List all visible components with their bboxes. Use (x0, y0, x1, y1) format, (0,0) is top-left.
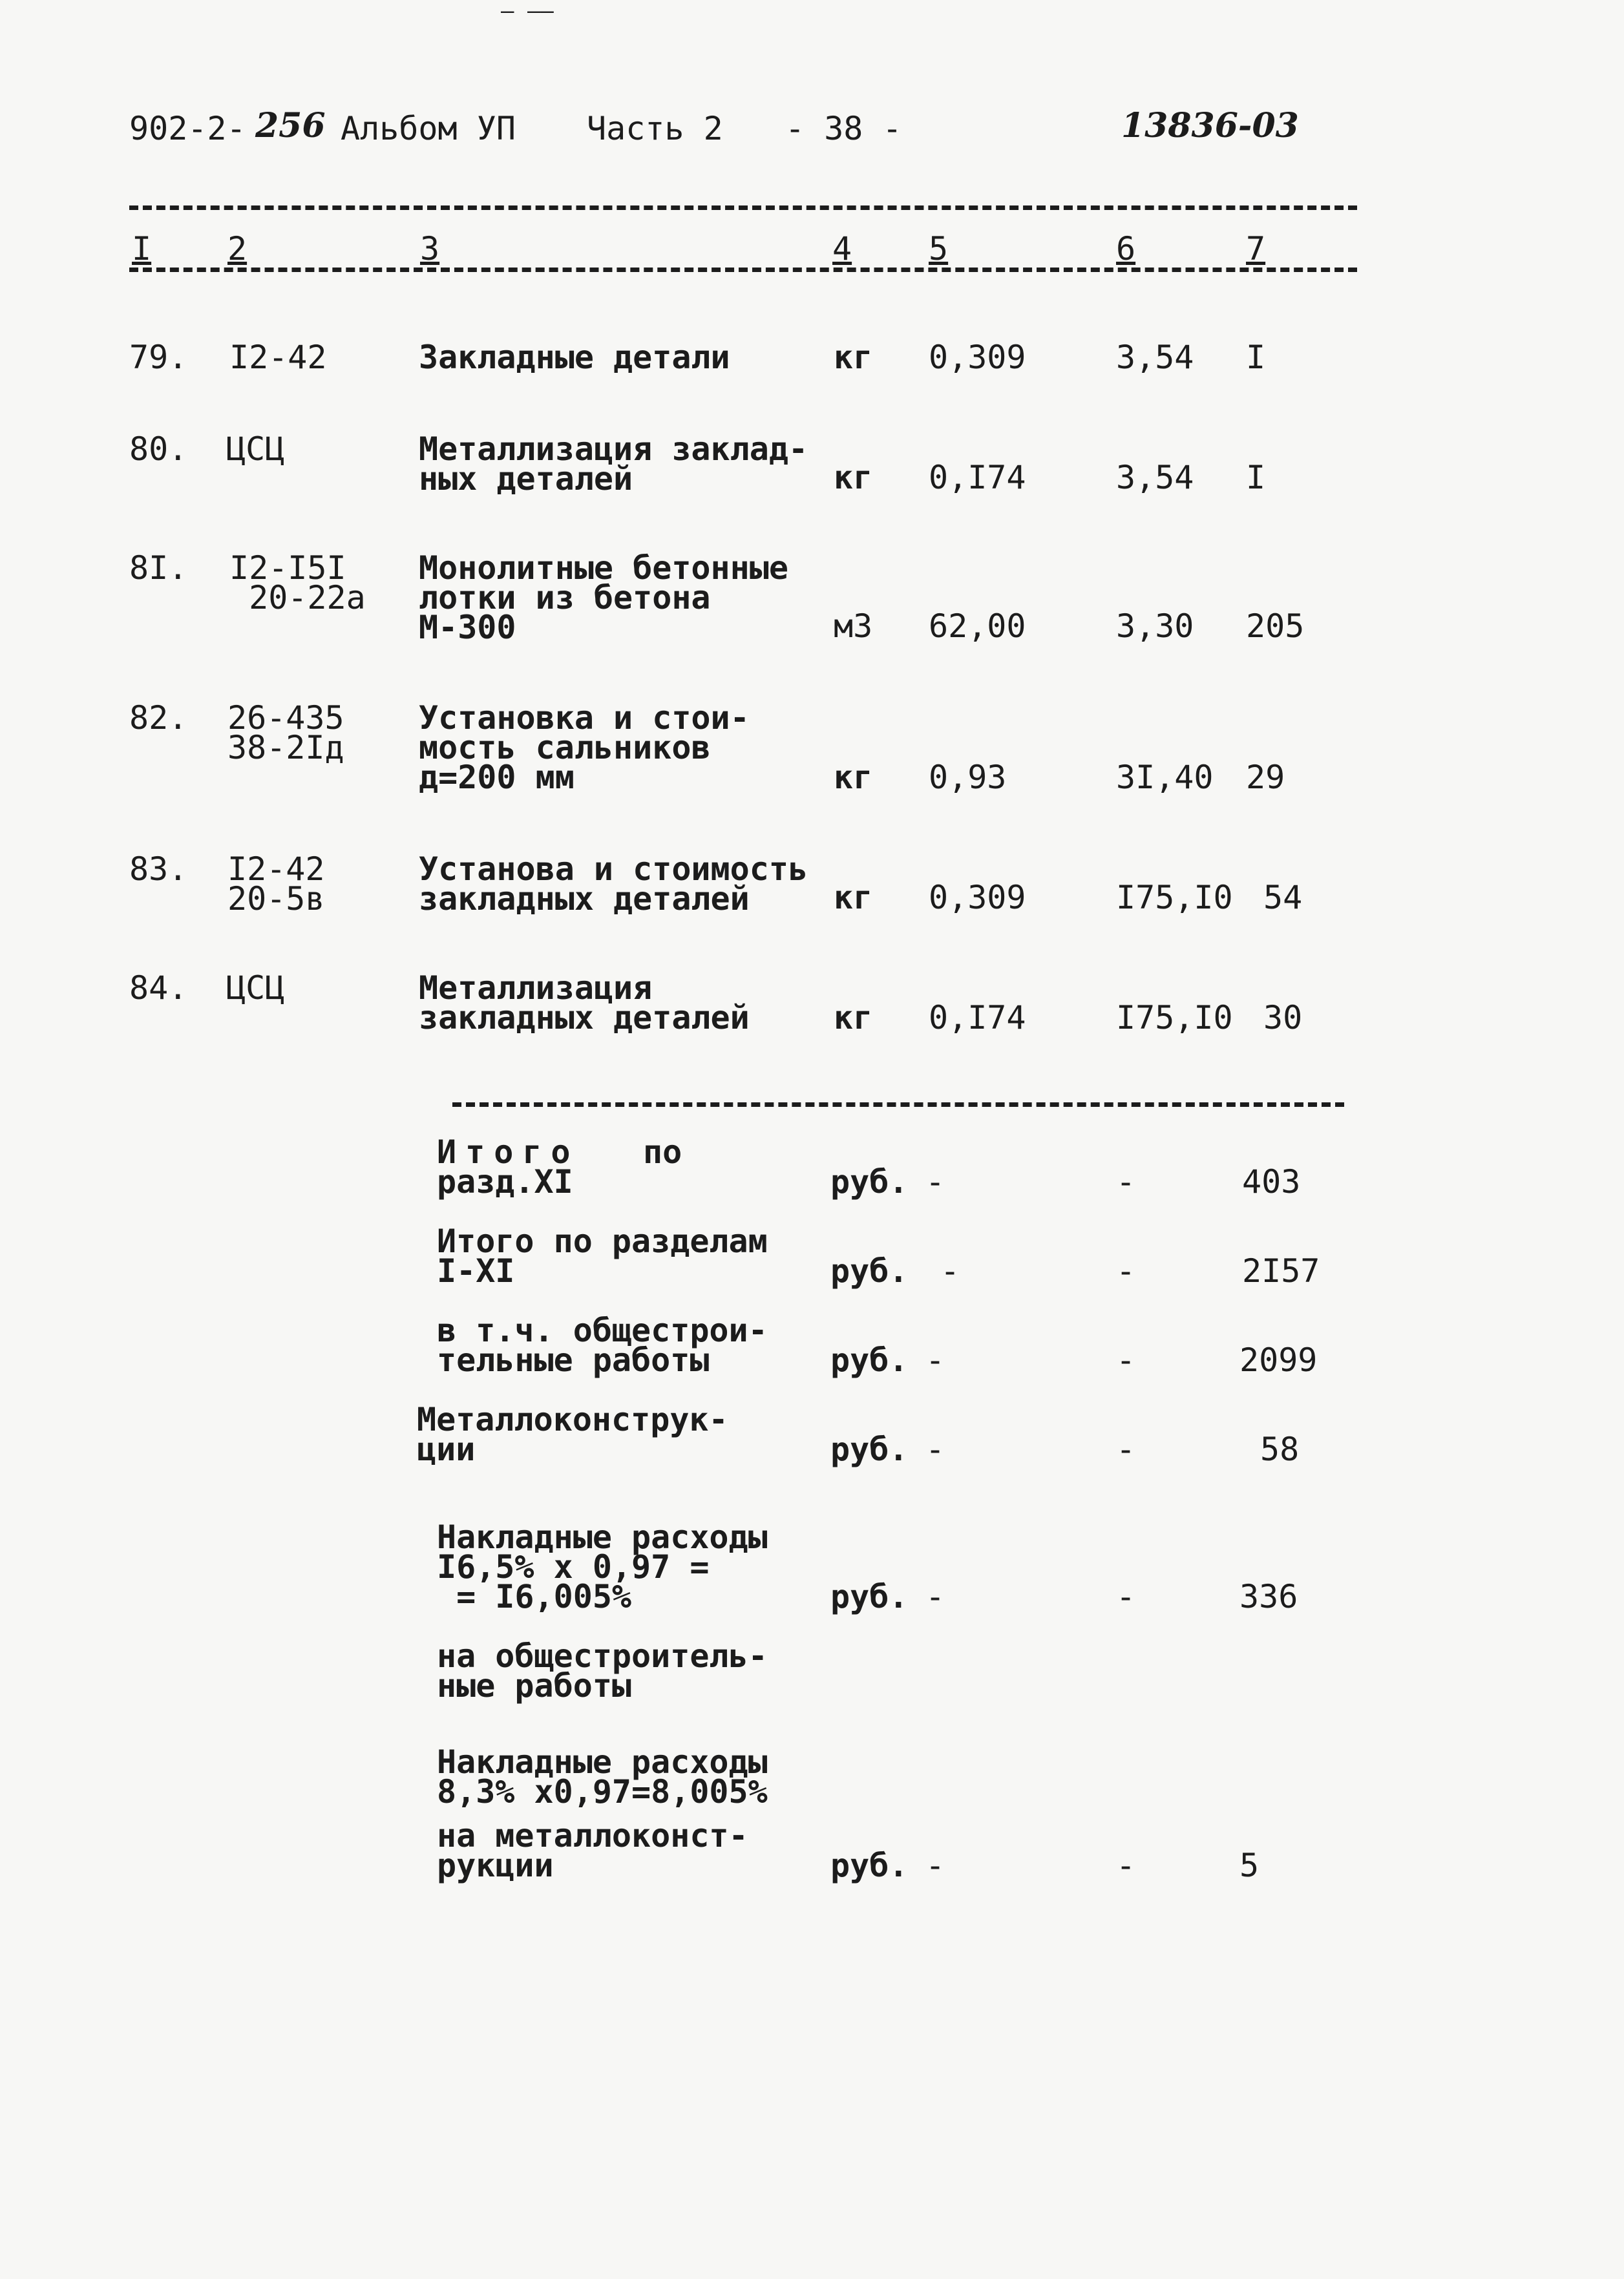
summary-total: 58 (1260, 1431, 1300, 1468)
summary-dash: - (925, 1578, 945, 1615)
column-header-5: 5 (929, 230, 949, 268)
quantity: 0,309 (929, 879, 1026, 916)
work-description: Установа и стоимость закладных деталей (419, 850, 808, 918)
column-header-1: I (132, 230, 152, 268)
summary-dash: - (940, 1252, 960, 1290)
summary-dash: - (1116, 1578, 1136, 1615)
total-cost: I (1246, 459, 1266, 496)
unit-price: I75,I0 (1116, 879, 1233, 916)
summary-unit: руб. (830, 1163, 909, 1201)
quantity: 0,93 (929, 759, 1007, 796)
total-cost: 54 (1263, 879, 1303, 916)
work-description: Закладные детали (419, 339, 730, 376)
summary-label-suffix: по (643, 1133, 682, 1171)
row-number: 80. (129, 430, 188, 468)
summary-unit: руб. (830, 1341, 909, 1379)
unit: кг (834, 459, 873, 496)
document-code-prefix: 902-2- (129, 110, 246, 147)
summary-dash: - (1116, 1847, 1136, 1884)
header-rule-top (129, 205, 1357, 210)
summary-dash: - (1116, 1341, 1136, 1379)
work-description: Металлизация закладных деталей (419, 969, 750, 1036)
page-number: - 38 - (785, 110, 902, 147)
summary-total: 2099 (1239, 1341, 1318, 1379)
column-header-2: 2 (227, 230, 248, 268)
unit-price: 3,54 (1116, 459, 1194, 496)
row-number: 84. (129, 969, 188, 1007)
summary-label: на металлоконст- рукции (437, 1817, 748, 1884)
quantity: 0,309 (929, 339, 1026, 376)
summary-dash: - (1116, 1163, 1136, 1201)
unit: кг (834, 339, 873, 376)
total-cost: 30 (1263, 999, 1303, 1036)
summary-unit: руб. (830, 1431, 909, 1468)
column-header-3: 3 (420, 230, 440, 268)
summary-dash: - (925, 1341, 945, 1379)
price-code: 26-435 38-2Iд (227, 699, 344, 766)
unit-price: 3I,40 (1116, 759, 1214, 796)
summary-total: 336 (1239, 1578, 1298, 1615)
summary-dash: - (925, 1431, 945, 1468)
price-code: I2-42 (229, 339, 327, 376)
summary-label: на общестроитель- ные работы (437, 1637, 768, 1705)
summary-label: Накладные расходы I6,5% х 0,97 = = I6,005% (437, 1518, 768, 1615)
summary-dash: - (925, 1163, 945, 1201)
quantity: 0,I74 (929, 999, 1026, 1036)
summary-label: Металлоконструк- ции (417, 1401, 728, 1468)
summary-unit: руб. (830, 1847, 909, 1884)
quantity: 62,00 (929, 607, 1026, 645)
row-number: 79. (129, 339, 188, 376)
summary-label: Итого по разделам I-XI (437, 1223, 768, 1290)
summary-dash: - (925, 1847, 945, 1884)
work-description: Установка и стои- мость сальников д=200 мм (419, 699, 750, 796)
total-cost: 205 (1246, 607, 1305, 645)
column-header-6: 6 (1116, 230, 1136, 268)
document-number-handwritten: 13836-03 (1121, 106, 1299, 145)
column-header-7: 7 (1246, 230, 1266, 268)
quantity: 0,I74 (929, 459, 1026, 496)
unit: м3 (834, 607, 873, 645)
total-cost: I (1246, 339, 1266, 376)
summary-unit: руб. (830, 1578, 909, 1615)
price-code: I2-42 20-5в (227, 850, 325, 918)
summary-total: 403 (1242, 1163, 1301, 1201)
summary-label: Накладные расходы 8,3% х0,97=8,005% (437, 1743, 768, 1811)
price-code: I2-I5I 20-22а (229, 549, 366, 616)
summary-dash: - (1116, 1252, 1136, 1290)
document-code-handwritten: 256 (255, 106, 326, 145)
summary-label-section: разд.XI (437, 1163, 573, 1201)
price-code: ЦСЦ (226, 430, 285, 468)
unit-price: I75,I0 (1116, 999, 1233, 1036)
summary-label: в т.ч. общестрои- тельные работы (437, 1312, 768, 1379)
summary-rule (452, 1102, 1344, 1107)
top-mark: – –– (501, 0, 554, 24)
row-number: 8I. (129, 549, 188, 587)
summary-total: 2I57 (1242, 1252, 1320, 1290)
row-number: 82. (129, 699, 188, 737)
unit: кг (834, 759, 873, 796)
album-label: Альбом УП (341, 110, 516, 147)
summary-total: 5 (1239, 1847, 1260, 1884)
unit: кг (834, 879, 873, 916)
price-code: ЦСЦ (226, 969, 285, 1007)
summary-unit: руб. (830, 1252, 909, 1290)
work-description: Монолитные бетонные лотки из бетона М-300 (419, 549, 788, 646)
unit-price: 3,54 (1116, 339, 1194, 376)
unit-price: 3,30 (1116, 607, 1194, 645)
summary-label: Итого (437, 1133, 580, 1171)
unit: кг (834, 999, 873, 1036)
column-header-4: 4 (832, 230, 852, 268)
row-number: 83. (129, 850, 188, 888)
header-rule-bottom (129, 268, 1357, 272)
summary-dash: - (1116, 1431, 1136, 1468)
work-description: Металлизация заклад- ных деталей (419, 430, 808, 498)
total-cost: 29 (1246, 759, 1285, 796)
part-label: Часть 2 (587, 110, 723, 147)
